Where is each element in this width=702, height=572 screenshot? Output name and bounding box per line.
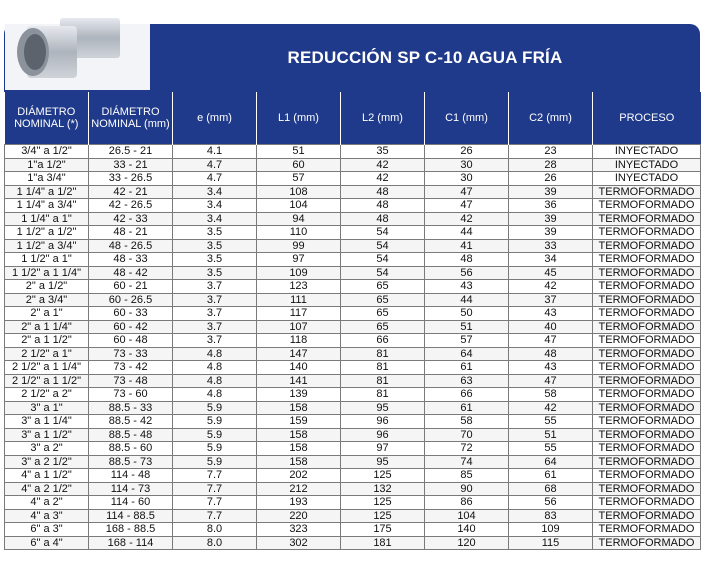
table-cell: 73 - 48 (89, 374, 173, 388)
table-row (5, 523, 701, 537)
table-cell: 81 (341, 361, 425, 375)
table-cell: TERMOFORMADO (593, 307, 701, 321)
table-cell: 94 (257, 212, 341, 226)
table-cell: 1 1/4" a 1" (5, 212, 89, 226)
table-cell: 108 (257, 185, 341, 199)
table-header-row (5, 92, 701, 145)
table-cell: 42 (509, 280, 593, 294)
table-cell: 23 (509, 145, 593, 159)
table-cell: TERMOFORMADO (593, 361, 701, 375)
table-cell: TERMOFORMADO (593, 374, 701, 388)
table-cell: 60 - 42 (89, 320, 173, 334)
table-cell: 97 (341, 442, 425, 456)
table-cell: 4.7 (173, 172, 257, 186)
table-cell: TERMOFORMADO (593, 280, 701, 294)
table-cell: 5.9 (173, 415, 257, 429)
table-cell: 47 (509, 334, 593, 348)
table-cell: 60 - 26.5 (89, 293, 173, 307)
table-body (5, 145, 701, 550)
table-cell: 30 (425, 158, 509, 172)
table-cell: TERMOFORMADO (593, 266, 701, 280)
table-cell: 96 (341, 415, 425, 429)
table-cell: 168 - 88.5 (89, 523, 173, 537)
table-cell: 109 (509, 523, 593, 537)
table-cell: 323 (257, 523, 341, 537)
table-cell: 3.7 (173, 307, 257, 321)
table-cell: 4" a 2" (5, 496, 89, 510)
table-cell: 88.5 - 33 (89, 401, 173, 415)
table-cell: 43 (509, 361, 593, 375)
table-cell: 28 (509, 158, 593, 172)
table-cell: 3" a 1 1/2" (5, 428, 89, 442)
table-cell: 57 (425, 334, 509, 348)
table-cell: 48 (509, 347, 593, 361)
table-cell: TERMOFORMADO (593, 320, 701, 334)
table-cell: INYECTADO (593, 158, 701, 172)
table-cell: 117 (257, 307, 341, 321)
table-cell: 158 (257, 401, 341, 415)
table-cell: 3.5 (173, 253, 257, 267)
table-cell: 42 - 21 (89, 185, 173, 199)
table-cell: 33 (509, 239, 593, 253)
table-cell: TERMOFORMADO (593, 455, 701, 469)
table-cell: 8.0 (173, 523, 257, 537)
table-cell: 37 (509, 293, 593, 307)
table-row (5, 293, 701, 307)
table-cell: 33 - 26.5 (89, 172, 173, 186)
column-header: L2 (mm) (341, 92, 425, 145)
table-cell: TERMOFORMADO (593, 442, 701, 456)
table-cell: 4.8 (173, 347, 257, 361)
pipe-reducer-image (5, 14, 150, 90)
table-cell: 40 (509, 320, 593, 334)
table-cell: 60 - 33 (89, 307, 173, 321)
table-cell: 147 (257, 347, 341, 361)
table-cell: 114 - 73 (89, 482, 173, 496)
table-cell: 48 (341, 199, 425, 213)
table-cell: 1 1/4" a 3/4" (5, 199, 89, 213)
table-cell: 86 (425, 496, 509, 510)
table-cell: 1 1/2" a 1/2" (5, 226, 89, 240)
column-header: e (mm) (173, 92, 257, 145)
table-cell: 73 - 33 (89, 347, 173, 361)
table-row (5, 509, 701, 523)
table-cell: 99 (257, 239, 341, 253)
table-cell: 4.8 (173, 374, 257, 388)
table-cell: 125 (341, 509, 425, 523)
table-cell: TERMOFORMADO (593, 401, 701, 415)
table-row (5, 442, 701, 456)
table-cell: 36 (509, 199, 593, 213)
table-cell: 2" a 1 1/2" (5, 334, 89, 348)
table-cell: 1"a 1/2" (5, 158, 89, 172)
table-cell: 109 (257, 266, 341, 280)
table-cell: 65 (341, 280, 425, 294)
table-cell: 83 (509, 509, 593, 523)
table-cell: TERMOFORMADO (593, 496, 701, 510)
table-cell: 65 (341, 320, 425, 334)
table-cell: 47 (425, 199, 509, 213)
table-cell: TERMOFORMADO (593, 226, 701, 240)
table-cell: 114 - 48 (89, 469, 173, 483)
table-cell: 56 (509, 496, 593, 510)
table-row (5, 455, 701, 469)
column-header: DIÁMETRO NOMINAL (mm) (89, 92, 173, 145)
table-cell: 4" a 1 1/2" (5, 469, 89, 483)
table-cell: 7.7 (173, 482, 257, 496)
table-row (5, 401, 701, 415)
table-cell: 104 (257, 199, 341, 213)
table-cell: 114 - 60 (89, 496, 173, 510)
table-row (5, 253, 701, 267)
table-cell: 43 (425, 280, 509, 294)
table-cell: 34 (509, 253, 593, 267)
table-cell: 97 (257, 253, 341, 267)
table-row (5, 172, 701, 186)
table-cell: 39 (509, 185, 593, 199)
table-cell: 3.4 (173, 185, 257, 199)
table-cell: 3.5 (173, 226, 257, 240)
table-cell: 7.7 (173, 496, 257, 510)
table-cell: 66 (341, 334, 425, 348)
table-row (5, 334, 701, 348)
table-cell: 60 - 21 (89, 280, 173, 294)
table-cell: 158 (257, 428, 341, 442)
table-cell: 56 (425, 266, 509, 280)
table-cell: TERMOFORMADO (593, 428, 701, 442)
table-cell: 159 (257, 415, 341, 429)
table-cell: 39 (509, 212, 593, 226)
table-cell: INYECTADO (593, 145, 701, 159)
table-cell: 5.9 (173, 455, 257, 469)
table-row (5, 280, 701, 294)
table-cell: 96 (341, 428, 425, 442)
column-header: C2 (mm) (509, 92, 593, 145)
table-cell: 3" a 1" (5, 401, 89, 415)
table-cell: 45 (509, 266, 593, 280)
table-cell: 51 (425, 320, 509, 334)
table-row (5, 320, 701, 334)
table-cell: 48 - 42 (89, 266, 173, 280)
table-row (5, 482, 701, 496)
table-cell: TERMOFORMADO (593, 212, 701, 226)
table-cell: 42 (425, 212, 509, 226)
table-row (5, 496, 701, 510)
table-cell: 26 (509, 172, 593, 186)
table-cell: 181 (341, 536, 425, 550)
table-cell: 54 (341, 226, 425, 240)
table-cell: 4.7 (173, 158, 257, 172)
table-cell: TERMOFORMADO (593, 523, 701, 537)
table-cell: 4" a 2 1/2" (5, 482, 89, 496)
table-row (5, 145, 701, 159)
table-cell: 5.9 (173, 442, 257, 456)
table-row (5, 347, 701, 361)
table-cell: 57 (257, 172, 341, 186)
table-cell: 60 (257, 158, 341, 172)
table-cell: 175 (341, 523, 425, 537)
table-cell: 111 (257, 293, 341, 307)
table-cell: 2" a 1" (5, 307, 89, 321)
table-cell: 3.7 (173, 320, 257, 334)
column-header: C1 (mm) (425, 92, 509, 145)
table-cell: 88.5 - 73 (89, 455, 173, 469)
table-cell: 168 - 114 (89, 536, 173, 550)
column-header: PROCESO (593, 92, 701, 145)
table-row (5, 266, 701, 280)
table-cell: 3.5 (173, 266, 257, 280)
table-cell: 125 (341, 496, 425, 510)
table-cell: 47 (425, 185, 509, 199)
table-cell: 64 (509, 455, 593, 469)
table-cell: 81 (341, 374, 425, 388)
table-cell: 7.7 (173, 509, 257, 523)
table-cell: 35 (341, 145, 425, 159)
table-cell: 104 (425, 509, 509, 523)
table-cell: 51 (509, 428, 593, 442)
table-cell: 48 - 33 (89, 253, 173, 267)
table-cell: 48 (341, 212, 425, 226)
table-cell: 48 (341, 185, 425, 199)
table-cell: 2 1/2" a 1" (5, 347, 89, 361)
table-cell: 88.5 - 42 (89, 415, 173, 429)
table-cell: 81 (341, 347, 425, 361)
table-cell: 2" a 1/2" (5, 280, 89, 294)
table-cell: 64 (425, 347, 509, 361)
table-cell: 107 (257, 320, 341, 334)
table-cell: 68 (509, 482, 593, 496)
table-cell: TERMOFORMADO (593, 415, 701, 429)
table-cell: 42 - 33 (89, 212, 173, 226)
table-row (5, 212, 701, 226)
table-cell: 81 (341, 388, 425, 402)
table-cell: 110 (257, 226, 341, 240)
table-cell: 3" a 1 1/4" (5, 415, 89, 429)
table-cell: 30 (425, 172, 509, 186)
table-cell: 1"a 3/4" (5, 172, 89, 186)
table-cell: 193 (257, 496, 341, 510)
table-cell: 43 (509, 307, 593, 321)
table-row (5, 226, 701, 240)
table-cell: 158 (257, 455, 341, 469)
table-row (5, 239, 701, 253)
table-cell: TERMOFORMADO (593, 482, 701, 496)
table-cell: 50 (425, 307, 509, 321)
table-cell: 54 (341, 239, 425, 253)
table-cell: 44 (425, 226, 509, 240)
table-cell: 3" a 2" (5, 442, 89, 456)
table-cell: TERMOFORMADO (593, 536, 701, 550)
table-cell: 55 (509, 442, 593, 456)
table-cell: 48 - 21 (89, 226, 173, 240)
table-cell: TERMOFORMADO (593, 388, 701, 402)
table-cell: TERMOFORMADO (593, 334, 701, 348)
table-cell: 88.5 - 60 (89, 442, 173, 456)
table-cell: 1 1/2" a 1 1/4" (5, 266, 89, 280)
table-cell: 3.4 (173, 199, 257, 213)
table-cell: 1 1/4" a 1/2" (5, 185, 89, 199)
table-cell: 3.7 (173, 334, 257, 348)
table-cell: 42 (509, 401, 593, 415)
table-cell: 2" a 1 1/4" (5, 320, 89, 334)
table-cell: 4.8 (173, 361, 257, 375)
table-cell: 114 - 88.5 (89, 509, 173, 523)
table-row (5, 536, 701, 550)
table-cell: 55 (509, 415, 593, 429)
table-cell: 48 - 26.5 (89, 239, 173, 253)
table-row (5, 374, 701, 388)
table-cell: 42 (341, 172, 425, 186)
table-cell: 7.7 (173, 469, 257, 483)
table-cell: 5.9 (173, 428, 257, 442)
table-cell: 6" a 4" (5, 536, 89, 550)
table-row (5, 415, 701, 429)
table-row (5, 307, 701, 321)
table-cell: 158 (257, 442, 341, 456)
table-cell: 54 (341, 253, 425, 267)
table-row (5, 469, 701, 483)
table-cell: 26.5 - 21 (89, 145, 173, 159)
table-row (5, 428, 701, 442)
table-cell: 6" a 3" (5, 523, 89, 537)
table-cell: 63 (425, 374, 509, 388)
table-cell: 41 (425, 239, 509, 253)
table-cell: 2 1/2" a 1 1/2" (5, 374, 89, 388)
table-cell: 220 (257, 509, 341, 523)
table-cell: 58 (425, 415, 509, 429)
table-cell: TERMOFORMADO (593, 199, 701, 213)
table-cell: 61 (425, 361, 509, 375)
table-row (5, 199, 701, 213)
table-cell: 73 - 60 (89, 388, 173, 402)
table-cell: 3.4 (173, 212, 257, 226)
table-cell: 88.5 - 48 (89, 428, 173, 442)
table-cell: 95 (341, 401, 425, 415)
table-cell: 42 - 26.5 (89, 199, 173, 213)
page-title: REDUCCIÓN SP C-10 AGUA FRÍA (287, 48, 563, 67)
table-cell: 3.7 (173, 280, 257, 294)
table-cell: 141 (257, 374, 341, 388)
table-cell: 54 (341, 266, 425, 280)
table-cell: 95 (341, 455, 425, 469)
table-cell: 302 (257, 536, 341, 550)
table-cell: 73 - 42 (89, 361, 173, 375)
table-cell: 58 (509, 388, 593, 402)
table-cell: 120 (425, 536, 509, 550)
table-row (5, 388, 701, 402)
table-cell: 66 (425, 388, 509, 402)
table-cell: 2" a 3/4" (5, 293, 89, 307)
table-cell: 1 1/2" a 1" (5, 253, 89, 267)
table-row (5, 158, 701, 172)
table-cell: 72 (425, 442, 509, 456)
column-header: L1 (mm) (257, 92, 341, 145)
table-cell: 140 (425, 523, 509, 537)
table-cell: 4.1 (173, 145, 257, 159)
table-cell: 8.0 (173, 536, 257, 550)
table-cell: 26 (425, 145, 509, 159)
spec-table (4, 92, 701, 550)
table-cell: 139 (257, 388, 341, 402)
table-row (5, 361, 701, 375)
table-cell: 123 (257, 280, 341, 294)
table-cell: 3.5 (173, 239, 257, 253)
table-cell: 2 1/2" a 2" (5, 388, 89, 402)
table-cell: 61 (509, 469, 593, 483)
table-cell: 70 (425, 428, 509, 442)
table-cell: TERMOFORMADO (593, 469, 701, 483)
table-cell: 65 (341, 293, 425, 307)
table-cell: 33 - 21 (89, 158, 173, 172)
table-cell: 118 (257, 334, 341, 348)
table-row (5, 185, 701, 199)
table-cell: 132 (341, 482, 425, 496)
table-cell: 47 (509, 374, 593, 388)
table-cell: 42 (341, 158, 425, 172)
table-cell: 1 1/2" a 3/4" (5, 239, 89, 253)
table-cell: 140 (257, 361, 341, 375)
table-cell: 4" a 3" (5, 509, 89, 523)
column-header: DIÁMETRO NOMINAL (*) (5, 92, 89, 145)
table-cell: 61 (425, 401, 509, 415)
table-cell: TERMOFORMADO (593, 293, 701, 307)
table-cell: 39 (509, 226, 593, 240)
table-cell: 2 1/2" a 1 1/4" (5, 361, 89, 375)
table-cell: TERMOFORMADO (593, 239, 701, 253)
table-cell: 3" a 2 1/2" (5, 455, 89, 469)
table-cell: TERMOFORMADO (593, 253, 701, 267)
table-cell: 125 (341, 469, 425, 483)
table-cell: TERMOFORMADO (593, 509, 701, 523)
table-cell: 202 (257, 469, 341, 483)
table-cell: 90 (425, 482, 509, 496)
table-cell: TERMOFORMADO (593, 347, 701, 361)
table-cell: 51 (257, 145, 341, 159)
table-cell: 212 (257, 482, 341, 496)
table-cell: 4.8 (173, 388, 257, 402)
table-cell: 60 - 48 (89, 334, 173, 348)
table-cell: 3.7 (173, 293, 257, 307)
table-cell: TERMOFORMADO (593, 185, 701, 199)
table-cell: 5.9 (173, 401, 257, 415)
table-cell: 65 (341, 307, 425, 321)
table-cell: INYECTADO (593, 172, 701, 186)
table-cell: 48 (425, 253, 509, 267)
table-cell: 3/4" a 1/2" (5, 145, 89, 159)
table-cell: 85 (425, 469, 509, 483)
table-cell: 44 (425, 293, 509, 307)
table-cell: 115 (509, 536, 593, 550)
table-cell: 74 (425, 455, 509, 469)
